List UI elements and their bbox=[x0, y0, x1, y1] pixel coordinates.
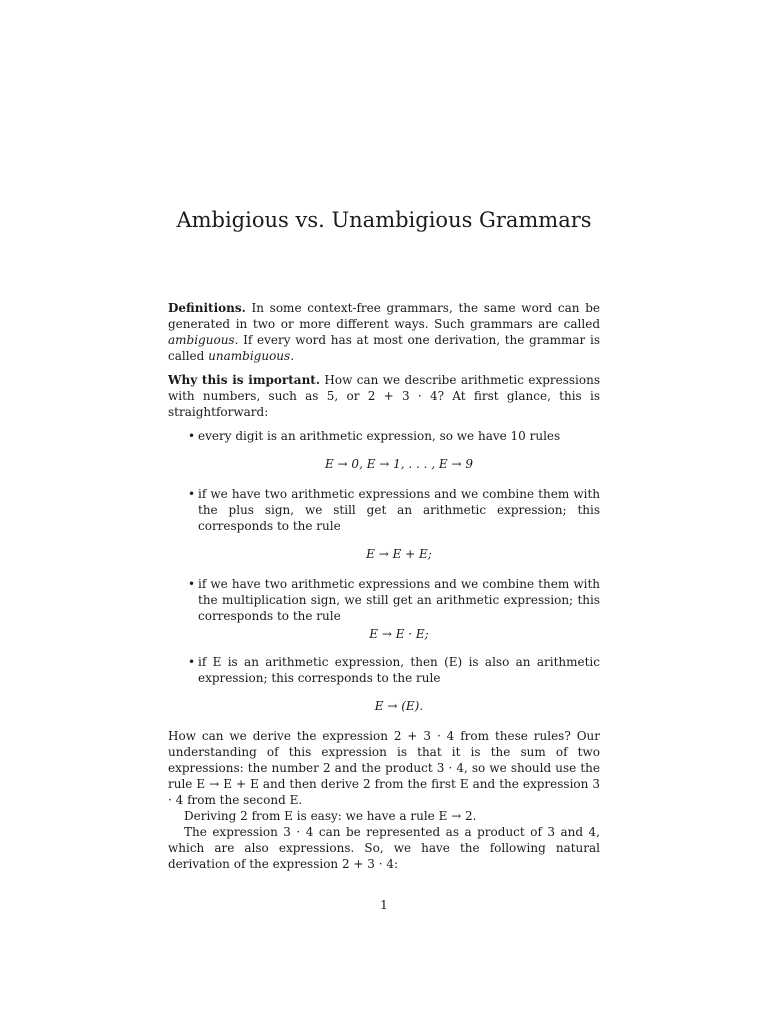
document-body bbox=[168, 300, 600, 872]
rules-list bbox=[168, 428, 600, 714]
list-item-text: if we have two arithmetic expressions and we combine them with the multiplication sign, we still get an arithmetic expression; this corresponds to the rule bbox=[198, 577, 600, 623]
why-important-text: How can we describe arithmetic expressions with numbers, such as 5, or 2 + 3 · 4? At first glance, this is straightforward: bbox=[168, 373, 600, 419]
definitions-text-2: . If every word has at most one derivation, the grammar is called bbox=[168, 333, 600, 363]
bullet-icon: • bbox=[188, 655, 196, 669]
definitions-text-3: . bbox=[290, 349, 295, 363]
term-unambiguous: unambiguous bbox=[208, 349, 291, 363]
bullet-icon: • bbox=[188, 577, 196, 591]
deriving-two-paragraph: Deriving 2 from E is easy: we have a rule E → 2. bbox=[184, 809, 477, 823]
why-important-heading: Why this is important. bbox=[168, 373, 321, 387]
page-number: 1 bbox=[380, 898, 388, 912]
math-formula: E → E · E; bbox=[369, 627, 429, 641]
product-paragraph: The expression 3 · 4 can be represented as a product of 3 and 4, which are also expressions. So, we have the following natural derivation of the expression 2 + 3 · 4: bbox=[168, 825, 600, 871]
math-formula: E → E + E; bbox=[366, 547, 432, 561]
why-important-paragraph bbox=[168, 372, 600, 420]
bullet-icon: • bbox=[188, 429, 196, 443]
bullet-icon: • bbox=[188, 487, 196, 501]
definitions-text-1: In some context-free grammars, the same word can be generated in two or more different ways. Such grammars are called bbox=[168, 301, 600, 331]
page-title: Ambigious vs. Unambigious Grammars bbox=[176, 208, 592, 232]
list-item bbox=[168, 486, 600, 562]
list-item-text: if E is an arithmetic expression, then (E) is also an arithmetic expression; this corresponds to the rule bbox=[198, 655, 600, 685]
list-item-text: every digit is an arithmetic expression, so we have 10 rules bbox=[198, 429, 561, 443]
list-item-text: if we have two arithmetic expressions and we combine them with the plus sign, we still get an arithmetic expression; this corresponds to the rule bbox=[198, 487, 600, 533]
term-ambiguous: ambiguous bbox=[168, 333, 235, 347]
list-item bbox=[168, 654, 600, 714]
list-item bbox=[168, 428, 600, 472]
derivation-paragraph: How can we derive the expression 2 + 3 · 4 from these rules? Our understanding of this expression is that it is the sum of two expressions: the number 2 and the product 3 · 4, so we should use the rule E → E + E and then derive 2 from the first E and the expression 3 · 4 from the second E. bbox=[168, 729, 600, 807]
math-formula: E → (E). bbox=[374, 699, 424, 713]
list-item bbox=[168, 576, 600, 642]
definitions-paragraph bbox=[168, 300, 600, 364]
definitions-heading: Definitions. bbox=[168, 301, 246, 315]
math-formula: E → 0, E → 1, . . . , E → 9 bbox=[324, 457, 473, 471]
